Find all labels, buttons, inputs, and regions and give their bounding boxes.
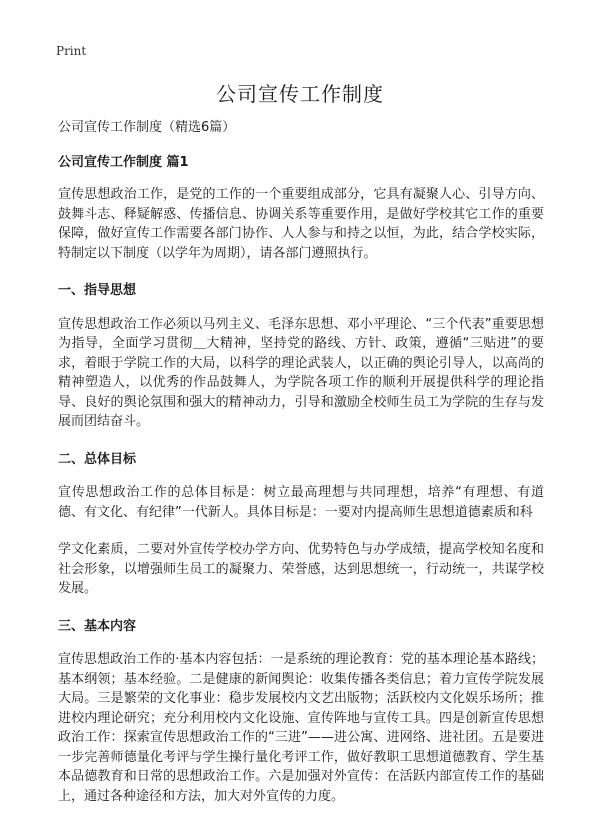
section-title: 公司宣传工作制度 篇1 [58, 154, 189, 170]
goal-heading: 二、总体目标 [58, 451, 137, 467]
content-paragraph: 宣传思想政治工作的·基本内容包括：一是系统的理论教育：党的基本理论基本路线；基本纲领；基本经验。二是健康的新闻舆论：收集传播各类信息；着力宣传学院发展大局。三是繁荣的文化事业：稳步发展校内文艺出版物；活跃校内文化娱乐场所；推进校内理论研究；充分利用校内文化设施、宣传阵地与宣传工具。四是创新宣传思想政治工作：探索宣传思想政治工作的“三进”——进公寓、进网络、进社团。五是要进一步完善师德量化考评与学生操行量化考评工作，做好教职工思想道德教育、学生基本品德教育和日常的思想政治工作。六是加强对外宣传：在活跃内部宣传工作的基础上，通过各种途径和方法，加大对外宣传的力度。 [58, 652, 544, 804]
document-body [58, 118, 544, 824]
page-title: 公司宣传工作制度 [216, 82, 384, 106]
print-link[interactable]: Print [56, 44, 87, 58]
document-subtitle: 公司宣传工作制度（精选6篇） [58, 120, 236, 135]
guiding-paragraph: 宣传思想政治工作必须以马列主义、毛泽东思想、邓小平理论、“三个代表”重要思想为指导，全面学习贯彻＿大精神，坚持党的路线、方针、政策，遵循“三贴进”的要求，着眼于学院工作的大局，以科学的理论武装人，以正确的舆论引导人，以高尚的精神塑造人，以优秀的作品鼓舞人，为学院各项工作的顺利开展提供科学的理论指导、良好的舆论氛围和强大的精神动力，引导和激励全校师生员工为学院的生存与发展而团结奋斗。 [58, 316, 544, 429]
content-heading: 三、基本内容 [58, 618, 137, 634]
goal-paragraph-1: 宣传思想政治工作的总体目标是：树立最高理想与共同理想，培养“有理想、有道德、有文化、有纪律”一代新人。具体目标是：一要对内提高师生思想道德素质和科 [58, 485, 544, 520]
goal-paragraph-2: 学文化素质，二要对外宣传学校办学方向、优势特色与办学成绩，提高学校知名度和社会形象，以增强师生员工的凝聚力、荣誉感，达到思想统一，行动统一，共谋学校发展。 [58, 542, 544, 596]
guiding-heading: 一、指导思想 [58, 283, 137, 298]
intro-paragraph: 宣传思想政治工作，是党的工作的一个重要组成部分，它具有凝聚人心、引导方向、鼓舞斗志、释疑解惑、传播信息、协调关系等重要作用，是做好学校其它工作的重要保障，做好宣传工作需要各部门协作、人人参与和持之以恒，为此，结合学校实际，特制定以下制度（以学年为周期），请各部门遵照执行。 [58, 187, 544, 261]
